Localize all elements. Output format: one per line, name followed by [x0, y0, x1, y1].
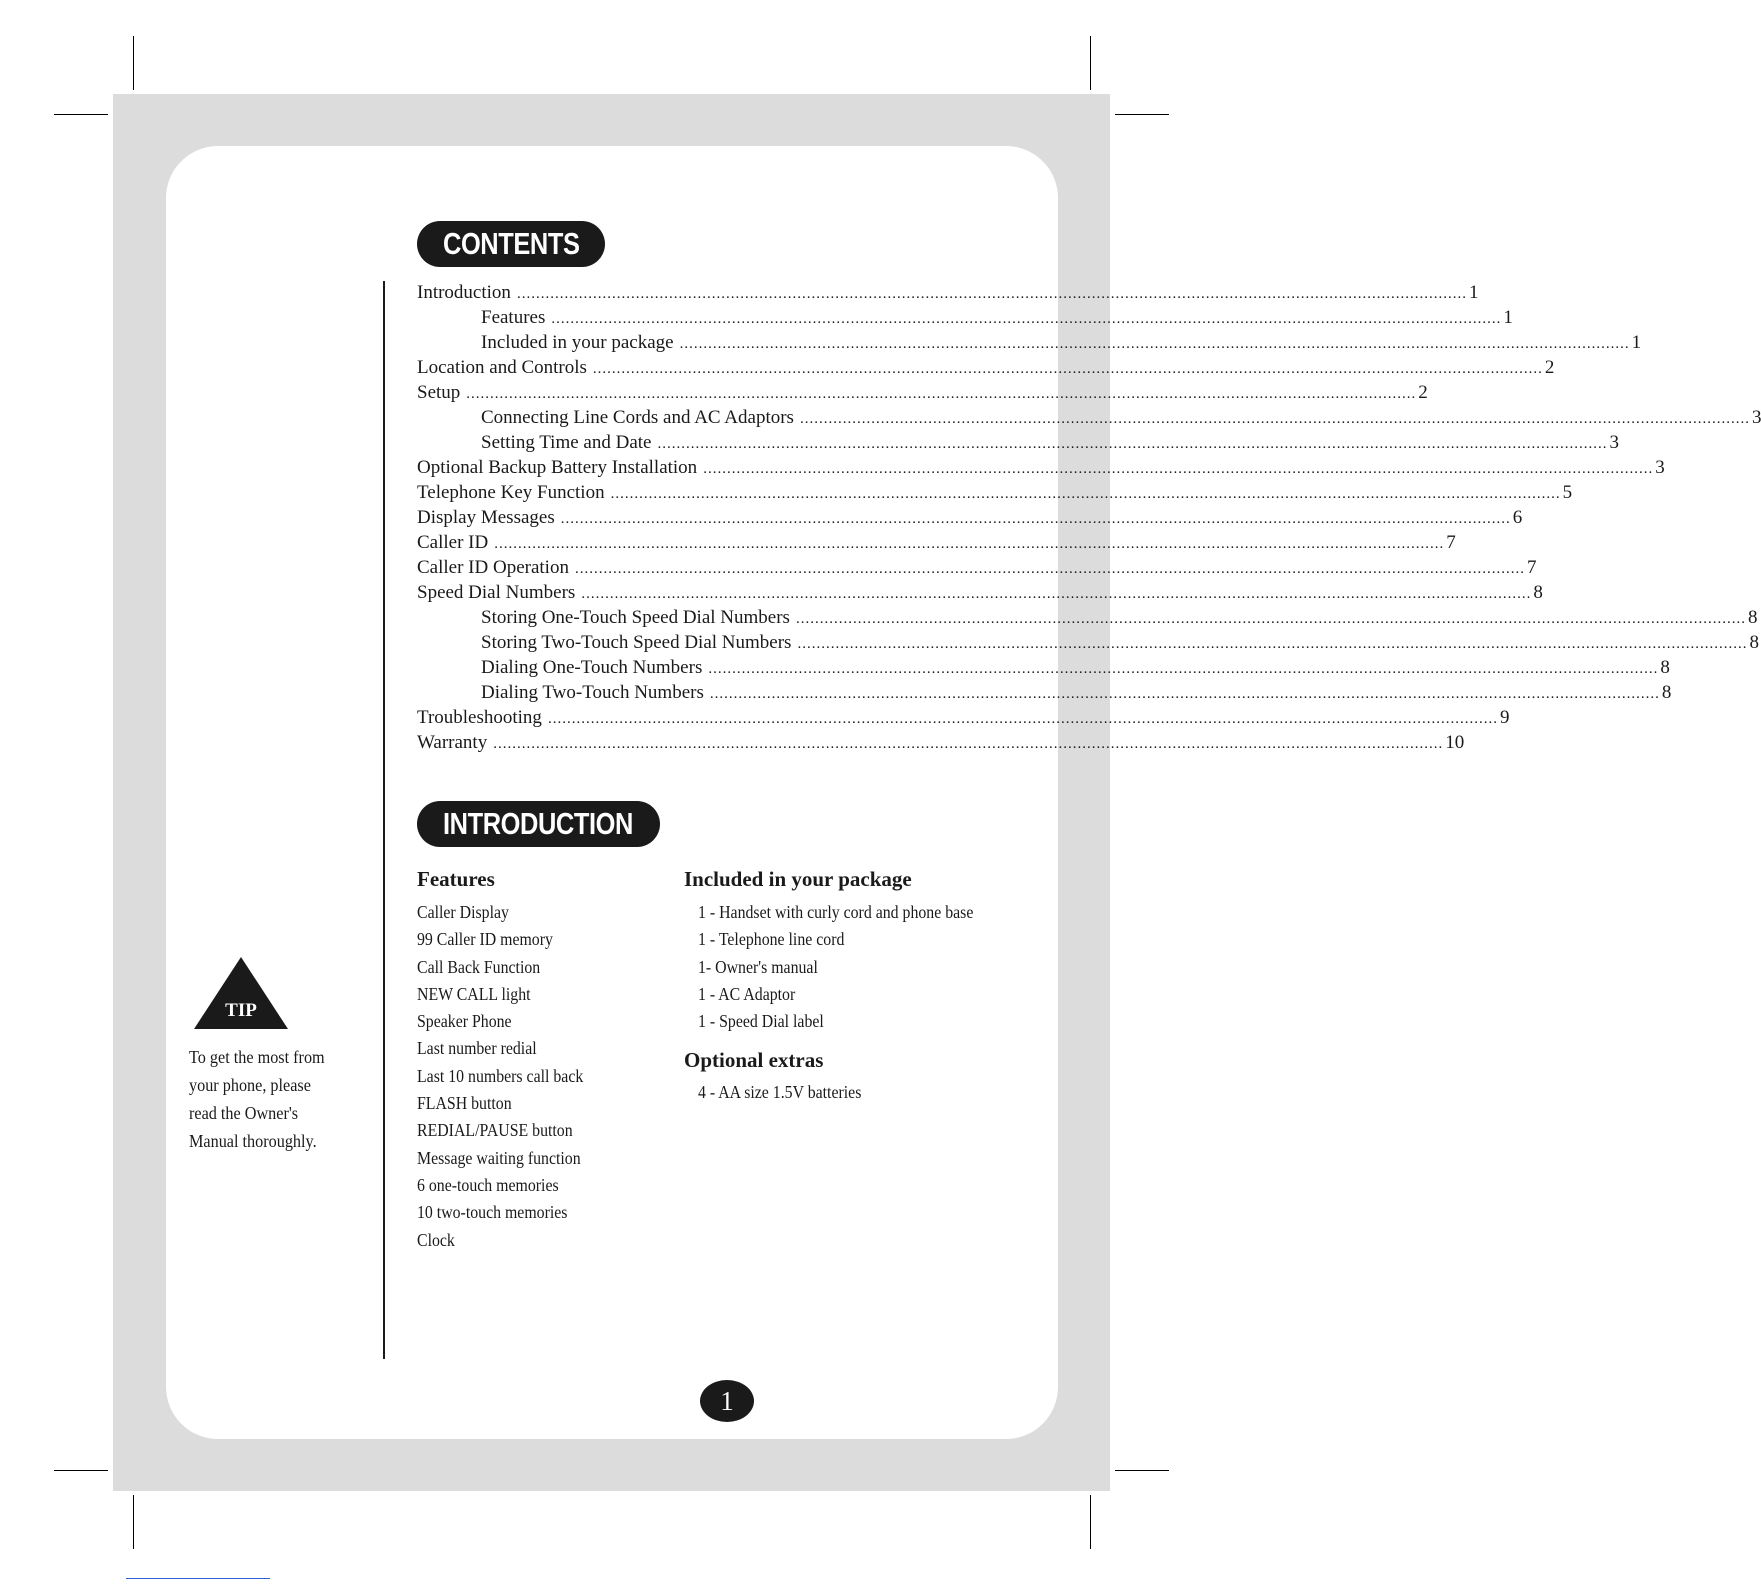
toc-entry[interactable]: [417, 455, 1665, 480]
toc-entry[interactable]: [417, 655, 1670, 680]
toc-entry[interactable]: [417, 530, 1456, 555]
toc-leader-dots: ........................................................................................................................................................................................................: [657, 436, 1608, 452]
feature-item: Clock: [417, 1229, 455, 1250]
package-list: [698, 899, 1011, 1035]
toc-leader-dots: ........................................................................................................................................................................................................: [466, 386, 1417, 402]
toc-leader-dots: ........................................................................................................................................................................................................: [797, 636, 1748, 652]
toc-entry[interactable]: [417, 630, 1759, 655]
tip-line: To get the most from: [189, 1047, 325, 1067]
tip-line: Manual thoroughly.: [189, 1131, 317, 1151]
contents-heading: CONTENTS: [417, 221, 605, 267]
toc-entry[interactable]: [417, 705, 1510, 730]
crop-mark: [1115, 114, 1169, 115]
toc-entry-title: Display Messages: [417, 507, 555, 528]
toc-entry[interactable]: [417, 505, 1523, 530]
page-number: 1: [700, 1380, 754, 1422]
package-item: 1 - Speed Dial label: [698, 1011, 824, 1032]
toc-entry-title: Warranty: [417, 732, 488, 753]
toc-entry[interactable]: [417, 430, 1619, 455]
toc-leader-dots: ........................................................................................................................................................................................................: [516, 286, 1467, 302]
feature-item: 99 Caller ID memory: [417, 929, 553, 950]
toc-entry-page: 2: [1418, 382, 1428, 403]
feature-item: Last number redial: [417, 1038, 537, 1059]
toc-leader-dots: ........................................................................................................................................................................................................: [610, 486, 1561, 502]
toc-entry[interactable]: [417, 680, 1672, 705]
toc-entry-title: Included in your package: [481, 332, 674, 353]
toc-entry[interactable]: [417, 305, 1513, 330]
tip-badge: [193, 956, 289, 1030]
toc-entry-page: 3: [1655, 457, 1665, 478]
features-heading: Features: [417, 867, 495, 891]
toc-entry-page: 6: [1512, 507, 1523, 528]
toc-entry-page: 8: [1533, 582, 1543, 603]
table-of-contents: [417, 280, 1761, 755]
footer-rule: [126, 1578, 270, 1579]
toc-entry[interactable]: [417, 580, 1543, 605]
toc-entry-page: 2: [1544, 357, 1555, 378]
toc-entry[interactable]: [417, 480, 1573, 505]
feature-item: 6 one-touch memories: [417, 1174, 559, 1195]
crop-mark: [54, 114, 108, 115]
toc-entry-title: Introduction: [417, 282, 511, 303]
toc-entry[interactable]: [417, 380, 1428, 405]
feature-item: NEW CALL light: [417, 983, 531, 1004]
toc-entry-title: Troubleshooting: [417, 707, 542, 728]
crop-mark: [54, 1470, 108, 1471]
toc-leader-dots: ........................................................................................................................................................................................................: [581, 586, 1532, 602]
feature-item: Caller Display: [417, 902, 509, 922]
toc-entry-title: Caller ID Operation: [417, 557, 569, 578]
toc-entry-title: Storing Two-Touch Speed Dial Numbers: [481, 632, 792, 653]
feature-item: Message waiting function: [417, 1147, 581, 1168]
toc-entry[interactable]: [417, 280, 1479, 305]
toc-entry-page: 3: [1609, 432, 1619, 453]
feature-item: FLASH button: [417, 1093, 512, 1114]
extras-list: [698, 1079, 884, 1106]
toc-entry[interactable]: [417, 605, 1758, 630]
toc-leader-dots: ........................................................................................................................................................................................................: [574, 561, 1525, 577]
toc-entry-title: Dialing Two-Touch Numbers: [481, 682, 704, 703]
tip-label: TIP: [225, 1000, 257, 1021]
toc-leader-dots: ........................................................................................................................................................................................................: [709, 686, 1660, 702]
package-item: 1- Owner's manual: [698, 956, 818, 977]
tip-line: read the Owner's: [189, 1103, 299, 1123]
toc-leader-dots: ........................................................................................................................................................................................................: [799, 411, 1750, 427]
toc-entry-page: 9: [1499, 707, 1510, 728]
package-heading: Included in your package: [684, 867, 912, 891]
toc-entry-title: Optional Backup Battery Installation: [417, 457, 698, 478]
toc-entry-title: Setup: [417, 382, 461, 403]
toc-entry[interactable]: [417, 555, 1537, 580]
toc-entry-title: Caller ID: [417, 532, 489, 553]
toc-leader-dots: ........................................................................................................................................................................................................: [551, 311, 1502, 327]
toc-leader-dots: ........................................................................................................................................................................................................: [795, 611, 1746, 627]
toc-entry-page: 7: [1526, 557, 1537, 578]
toc-entry-page: 8: [1661, 682, 1672, 703]
crop-mark: [1090, 36, 1091, 90]
toc-entry-page: 8: [1749, 632, 1759, 653]
toc-entry-page: 8: [1747, 607, 1758, 628]
package-item: 1 - Telephone line cord: [698, 929, 845, 950]
toc-entry[interactable]: [417, 330, 1642, 355]
toc-entry[interactable]: [417, 405, 1761, 430]
toc-entry-title: Setting Time and Date: [481, 432, 652, 453]
toc-entry-page: 3: [1751, 407, 1761, 428]
toc-entry-title: Speed Dial Numbers: [417, 582, 576, 603]
crop-mark: [133, 1495, 134, 1549]
feature-item: REDIAL/PAUSE button: [417, 1120, 573, 1141]
toc-entry-title: Features: [481, 307, 546, 328]
feature-item: Last 10 numbers call back: [417, 1065, 584, 1086]
crop-mark: [133, 36, 134, 90]
toc-entry-title: Location and Controls: [417, 357, 587, 378]
toc-entry-page: 1: [1631, 332, 1642, 353]
introduction-heading: INTRODUCTION: [417, 801, 660, 847]
toc-entry-title: Connecting Line Cords and AC Adaptors: [481, 407, 794, 428]
toc-leader-dots: ........................................................................................................................................................................................................: [592, 361, 1543, 377]
extras-heading: Optional extras: [684, 1048, 824, 1072]
toc-entry-title: Telephone Key Function: [417, 482, 605, 503]
toc-entry[interactable]: [417, 730, 1465, 755]
crop-mark: [1090, 1495, 1091, 1549]
toc-entry-page: 7: [1446, 532, 1456, 553]
toc-entry-page: 1: [1503, 307, 1513, 328]
extras-item: 4 - AA size 1.5V batteries: [698, 1082, 862, 1102]
toc-entry-page: 1: [1468, 282, 1479, 303]
crop-mark: [1115, 1470, 1169, 1471]
toc-entry-page: 10: [1445, 732, 1465, 753]
features-list: [417, 899, 606, 1254]
tip-text: [189, 1043, 351, 1155]
feature-item: 10 two-touch memories: [417, 1202, 568, 1223]
toc-leader-dots: ........................................................................................................................................................................................................: [703, 461, 1654, 477]
toc-leader-dots: ........................................................................................................................................................................................................: [494, 536, 1445, 552]
feature-item: Speaker Phone: [417, 1011, 512, 1032]
toc-leader-dots: ........................................................................................................................................................................................................: [547, 711, 1498, 727]
toc-entry-title: Dialing One-Touch Numbers: [481, 657, 703, 678]
toc-entry-title: Storing One-Touch Speed Dial Numbers: [481, 607, 790, 628]
toc-entry-page: 5: [1562, 482, 1573, 503]
toc-leader-dots: ........................................................................................................................................................................................................: [560, 511, 1511, 527]
toc-entry-page: 8: [1660, 657, 1670, 678]
toc-leader-dots: ........................................................................................................................................................................................................: [679, 336, 1630, 352]
package-item: 1 - Handset with curly cord and phone base: [698, 902, 974, 922]
package-item: 1 - AC Adaptor: [698, 983, 796, 1004]
tip-line: your phone, please: [189, 1075, 311, 1095]
toc-leader-dots: ........................................................................................................................................................................................................: [708, 661, 1659, 677]
toc-entry[interactable]: [417, 355, 1555, 380]
toc-leader-dots: ........................................................................................................................................................................................................: [493, 736, 1444, 752]
feature-item: Call Back Function: [417, 956, 541, 977]
vertical-divider: [383, 281, 385, 1359]
